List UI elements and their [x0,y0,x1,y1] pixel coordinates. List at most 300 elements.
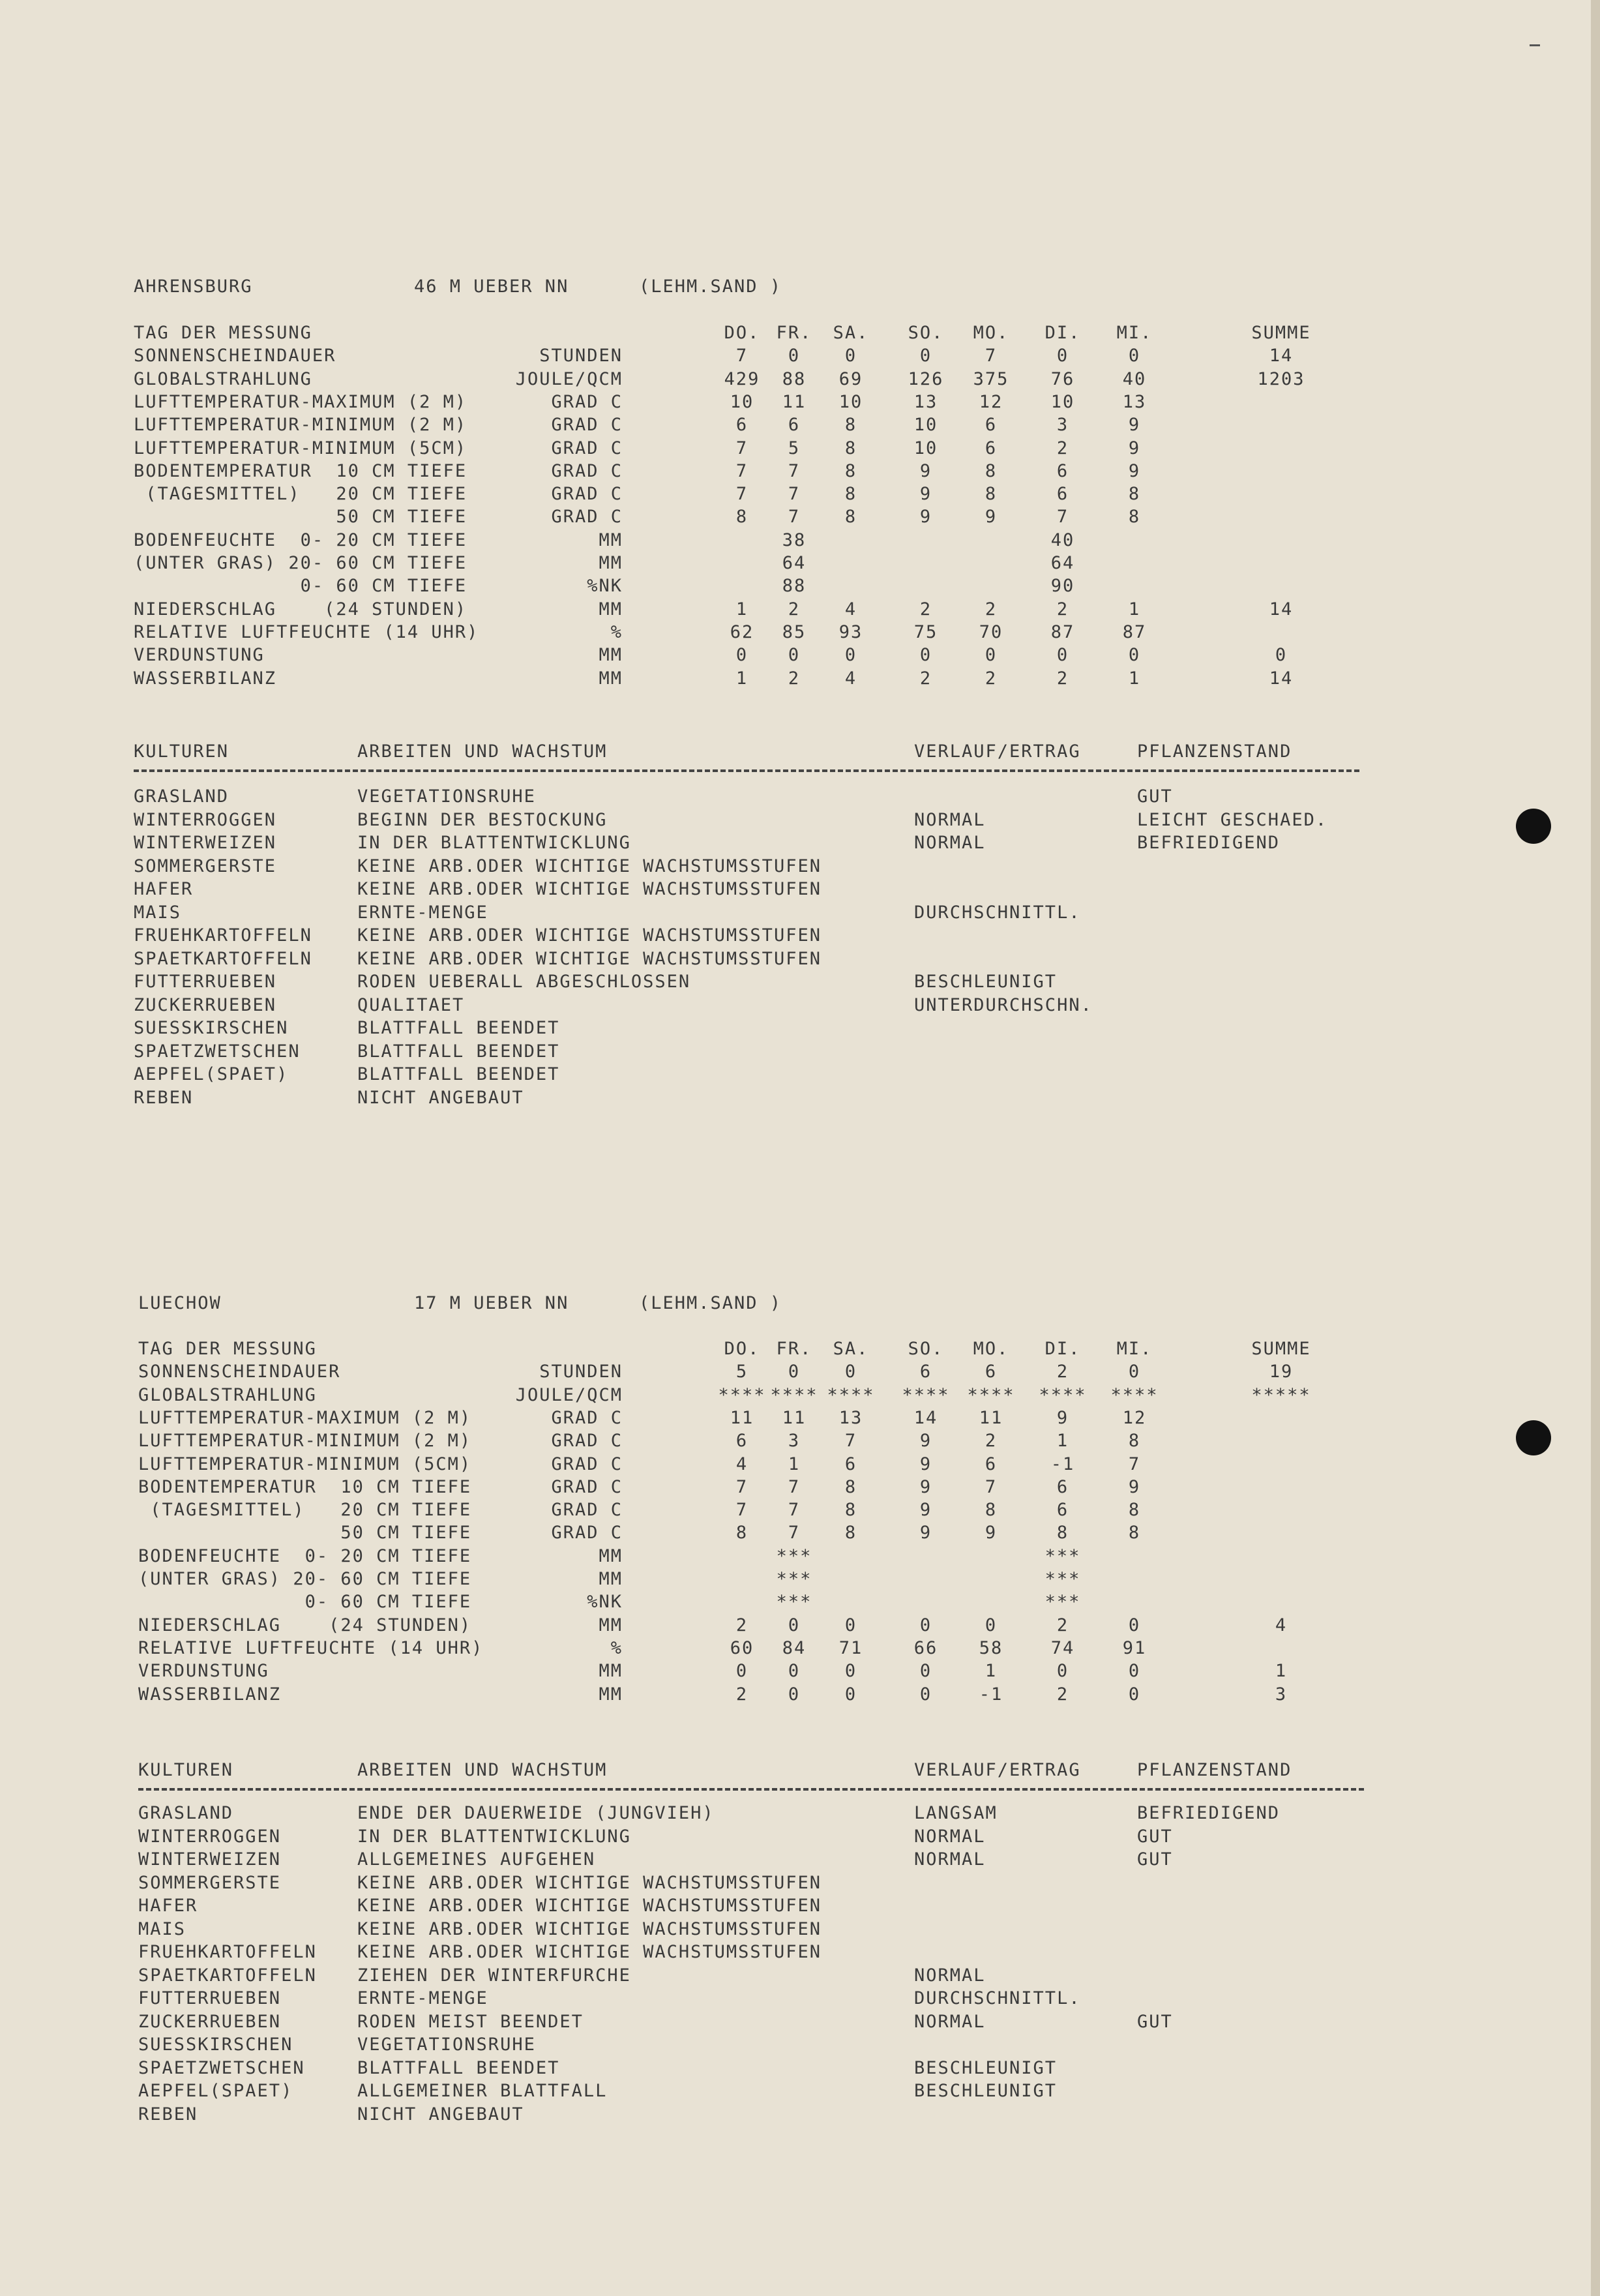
measure-value: 9 [985,1523,998,1543]
measure-value: 8 [844,1476,857,1497]
measure-value: 71 [838,1637,863,1658]
measure-value: 40 [1050,529,1075,550]
day-header-6: DI. [1044,323,1081,343]
measure-label: LUFTTEMPERATUR-MAXIMUM (2 M) [138,1407,472,1428]
crops-header-crop: KULTUREN [134,741,230,762]
measure-value: 4 [844,599,857,619]
measure-value: 75 [913,621,938,642]
measure-label: RELATIVE LUFTFEUCHTE (14 UHR) [134,621,479,642]
crop-name: HAFER [138,1896,198,1916]
crop-work: ALLGEMEINES AUFGEHEN [357,1849,596,1870]
measure-unit: JOULE/QCM [515,1384,623,1405]
measure-value: 9 [1128,438,1141,458]
crop-name: WINTERWEIZEN [138,1849,282,1870]
measure-value: 9 [919,1431,932,1452]
measure-value: 2 [735,1615,748,1635]
measure-value: 1 [788,1454,801,1474]
measure-sum: 14 [1269,668,1294,689]
measure-value: 87 [1050,621,1075,642]
measure-value: 7 [788,1500,801,1521]
crop-work: IN DER BLATTENTWICKLUNG [357,1826,631,1847]
crop-stand: GUT [1137,1826,1173,1847]
crop-name: SOMMERGERSTE [134,856,277,876]
measure-sum: 19 [1269,1362,1294,1382]
measure-value: 0 [788,1615,801,1635]
crop-work: QUALITAET [357,994,465,1015]
crop-stand: LEICHT GESCHAED. [1137,809,1328,830]
crop-course: NORMAL [914,1965,986,1986]
crops-header-rule [138,1788,1364,1791]
measure-unit: %NK [587,576,623,597]
punch-hole-bottom [1516,1420,1551,1455]
measure-unit: MM [599,1661,623,1682]
measure-value: 8 [985,1500,998,1521]
day-header-5: MO. [973,1339,1009,1359]
crop-stand: GUT [1137,786,1173,807]
measure-value: 64 [1050,553,1075,573]
measure-value: 2 [735,1684,748,1705]
measure-value: 9 [1128,460,1141,481]
measure-value: 13 [838,1407,863,1428]
measure-value: 0 [844,1684,857,1705]
measure-value: 7 [735,1500,748,1521]
crop-name: WINTERROGGEN [138,1826,282,1847]
measure-value: 2 [1056,668,1069,689]
crop-work: KEINE ARB.ODER WICHTIGE WACHSTUMSSTUFEN [357,1942,822,1962]
measure-value: 7 [1056,507,1069,528]
measure-sum: 14 [1269,346,1294,366]
measure-value: **** [1039,1384,1087,1405]
sum-header: SUMME [1251,1339,1311,1359]
measure-unit: % [610,1637,623,1658]
measure-value: 9 [1056,1407,1069,1428]
crop-name: MAIS [134,902,182,923]
crop-work: RODEN UEBERALL ABGESCHLOSSEN [357,972,691,992]
day-header-4: SO. [908,323,944,343]
measure-value: 38 [782,529,807,550]
measure-value: 8 [1056,1523,1069,1543]
measure-value: -1 [1050,1454,1075,1474]
measure-value: 91 [1122,1637,1147,1658]
measure-unit: GRAD C [551,1407,623,1428]
crop-course: NORMAL [914,809,986,830]
measure-value: 0 [844,1661,857,1682]
day-header-1: DO. [724,323,760,343]
measure-value: 4 [844,668,857,689]
measure-value: 9 [919,484,932,505]
measure-value: **** [1110,1384,1159,1405]
measure-label: LUFTTEMPERATUR-MAXIMUM (2 M) [134,391,467,412]
crop-work: BLATTFALL BEENDET [357,1018,560,1038]
measure-value: 10 [730,391,754,412]
measure-value: 6 [1056,484,1069,505]
measure-value: 1 [1056,1431,1069,1452]
measure-unit: GRAD C [551,1500,623,1521]
crop-name: SPAETZWETSCHEN [134,1041,301,1062]
measure-value: 6 [985,1454,998,1474]
measure-unit: GRAD C [551,484,623,505]
measure-value: 0 [1056,346,1069,366]
measure-value: 11 [730,1407,754,1428]
measure-value: *** [776,1569,812,1589]
day-header-4: SO. [908,1339,944,1359]
measure-unit: MM [599,645,623,666]
measure-label: WASSERBILANZ [134,668,277,689]
measure-value: 6 [735,1431,748,1452]
crop-name: SUESSKIRSCHEN [134,1018,289,1038]
measure-sum: 14 [1269,599,1294,619]
measure-value: 6 [985,415,998,436]
measure-value: *** [776,1545,812,1566]
crop-stand: BEFRIEDIGEND [1137,833,1281,853]
measure-label: LUFTTEMPERATUR-MINIMUM (2 M) [138,1431,472,1452]
measure-value: 7 [985,346,998,366]
station-soil: (LEHM.SAND ) [639,276,782,297]
measure-unit: MM [599,1569,623,1589]
crop-course: BESCHLEUNIGT [914,2057,1058,2078]
day-header-5: MO. [973,323,1009,343]
measure-unit: MM [599,1684,623,1705]
measure-value: 6 [1056,460,1069,481]
crop-stand: GUT [1137,1849,1173,1870]
measure-value: 62 [730,621,754,642]
crop-work: BLATTFALL BEENDET [357,1064,560,1084]
measure-value: 9 [919,1476,932,1497]
measure-value: 0 [735,1661,748,1682]
crops-header-course: VERLAUF/ERTRAG [914,741,1081,762]
measure-value: 9 [919,1500,932,1521]
crops-header-stand: PFLANZENSTAND [1137,741,1292,762]
measure-value: 11 [979,1407,1003,1428]
measure-value: 7 [1128,1454,1141,1474]
measure-value: 8 [1128,507,1141,528]
day-header-7: MI. [1116,1339,1153,1359]
measure-value: 0 [985,645,998,666]
day-header-6: DI. [1044,1339,1081,1359]
measure-value: 0 [844,645,857,666]
measure-value: 8 [735,1523,748,1543]
measure-value: 8 [844,507,857,528]
measure-value: 14 [913,1407,938,1428]
measure-value: 9 [919,460,932,481]
measure-value: 0 [919,1661,932,1682]
measure-value: 70 [979,621,1003,642]
measure-label: (UNTER GRAS) 20- 60 CM TIEFE [134,553,467,573]
measure-value: 93 [838,621,863,642]
measure-label: BODENFEUCHTE 0- 20 CM TIEFE [134,529,467,550]
measure-value: 11 [782,1407,807,1428]
crop-name: ZUCKERRUEBEN [134,994,277,1015]
measure-value: 7 [735,346,748,366]
measure-value: **** [718,1384,766,1405]
station-name: AHRENSBURG [134,276,253,297]
measure-sum: 3 [1275,1684,1288,1705]
crop-name: WINTERWEIZEN [134,833,277,853]
measure-value: 12 [1122,1407,1147,1428]
measure-unit: MM [599,1545,623,1566]
measure-value: 126 [908,368,944,389]
measure-value: 2 [919,599,932,619]
measure-label: BODENTEMPERATUR 10 CM TIEFE [134,460,467,481]
measure-value: 0 [1128,346,1141,366]
measure-value: 6 [985,1362,998,1382]
measure-unit: JOULE/QCM [515,368,623,389]
measure-value: 0 [788,1661,801,1682]
measure-value: *** [1044,1592,1081,1613]
measure-unit: %NK [587,1592,623,1613]
measure-value: 8 [844,1500,857,1521]
day-header-1: DO. [724,1339,760,1359]
crop-work: NICHT ANGEBAUT [357,2104,524,2125]
crop-stand: BEFRIEDIGEND [1137,1803,1281,1823]
crops-header-course: VERLAUF/ERTRAG [914,1760,1081,1780]
corner-mark [1530,44,1540,46]
measure-unit: MM [599,1615,623,1635]
measure-value: 0 [788,645,801,666]
measure-value: 2 [1056,1615,1069,1635]
station-altitude: 46 M UEBER NN [414,276,569,297]
measure-value: 40 [1122,368,1147,389]
measure-value: 1 [985,1661,998,1682]
crop-stand: GUT [1137,2011,1173,2032]
crop-name: FRUEHKARTOFFELN [138,1942,317,1962]
crop-name: FUTTERRUEBEN [138,1988,282,2008]
crop-name: WINTERROGGEN [134,809,277,830]
crops-header-work: ARBEITEN UND WACHSTUM [357,741,608,762]
measure-unit: GRAD C [551,391,623,412]
measure-value: 87 [1122,621,1147,642]
crop-name: GRASLAND [138,1803,234,1823]
measure-value: 64 [782,553,807,573]
crop-work: KEINE ARB.ODER WICHTIGE WACHSTUMSSTUFEN [357,1918,822,1939]
measure-unit: STUNDEN [539,1362,623,1382]
crop-work: KEINE ARB.ODER WICHTIGE WACHSTUMSSTUFEN [357,1896,822,1916]
measure-value: 0 [844,1615,857,1635]
crop-work: ENDE DER DAUERWEIDE (JUNGVIEH) [357,1803,715,1823]
measure-label: WASSERBILANZ [138,1684,282,1705]
measure-label: NIEDERSCHLAG (24 STUNDEN) [138,1615,472,1635]
measure-unit: GRAD C [551,1523,623,1543]
measure-value: 0 [1128,645,1141,666]
measure-value: 7 [788,1476,801,1497]
crop-work: BEGINN DER BESTOCKUNG [357,809,608,830]
measure-value: 0 [788,346,801,366]
measure-label: LUFTTEMPERATUR-MINIMUM (5CM) [138,1454,472,1474]
measure-value: 2 [985,1431,998,1452]
measure-label: (TAGESMITTEL) 20 CM TIEFE [134,484,467,505]
measure-value: 88 [782,368,807,389]
measure-value: 58 [979,1637,1003,1658]
crops-header-work: ARBEITEN UND WACHSTUM [357,1760,608,1780]
measure-value: 8 [735,507,748,528]
crop-name: AEPFEL(SPAET) [134,1064,289,1084]
measure-value: 0 [1056,645,1069,666]
measure-label: LUFTTEMPERATUR-MINIMUM (2 M) [134,415,467,436]
measure-value: 10 [913,438,938,458]
crop-name: SPAETKARTOFFELN [134,948,312,969]
measure-value: **** [827,1384,875,1405]
measure-value: 10 [1050,391,1075,412]
measure-value: 8 [1128,484,1141,505]
measure-value: 2 [788,668,801,689]
measure-value: 8 [844,1523,857,1543]
measure-value: 8 [985,460,998,481]
crop-work: KEINE ARB.ODER WICHTIGE WACHSTUMSSTUFEN [357,879,822,899]
crop-course: NORMAL [914,2011,986,2032]
crop-name: SOMMERGERSTE [138,1872,282,1893]
measure-unit: GRAD C [551,1454,623,1474]
crop-work: KEINE ARB.ODER WICHTIGE WACHSTUMSSTUFEN [357,1872,822,1893]
measure-value: 6 [788,415,801,436]
crop-work: VEGETATIONSRUHE [357,2035,536,2055]
measure-label: 0- 60 CM TIEFE [134,576,467,597]
measure-value: 85 [782,621,807,642]
crop-name: HAFER [134,879,194,899]
measure-sum: 4 [1275,1615,1288,1635]
measure-label: VERDUNSTUNG [138,1661,269,1682]
measure-value: 84 [782,1637,807,1658]
measure-value: 90 [1050,576,1075,597]
measure-unit: GRAD C [551,438,623,458]
crop-work: NICHT ANGEBAUT [357,1087,524,1108]
measure-value: 66 [913,1637,938,1658]
measure-value: 10 [913,415,938,436]
measure-label: BODENTEMPERATUR 10 CM TIEFE [138,1476,472,1497]
measure-sum: 1203 [1257,368,1305,389]
station-soil: (LEHM.SAND ) [639,1293,782,1313]
measure-value: 7 [735,460,748,481]
table-corner-label: TAG DER MESSUNG [138,1339,317,1359]
measure-value: *** [776,1592,812,1613]
measure-label: 50 CM TIEFE [134,507,467,528]
measure-value: 7 [735,1476,748,1497]
measure-value: 429 [724,368,760,389]
measure-value: 8 [844,415,857,436]
crop-course: LANGSAM [914,1803,998,1823]
measure-label: (TAGESMITTEL) 20 CM TIEFE [138,1500,472,1521]
measure-value: 9 [919,1523,932,1543]
measure-value: 9 [1128,415,1141,436]
crop-work: ZIEHEN DER WINTERFURCHE [357,1965,631,1986]
measure-value: 7 [788,484,801,505]
measure-value: 0 [844,346,857,366]
measure-value: 6 [844,1454,857,1474]
measure-value: 0 [985,1615,998,1635]
crop-work: VEGETATIONSRUHE [357,786,536,807]
crop-work: IN DER BLATTENTWICKLUNG [357,833,631,853]
measure-unit: % [610,621,623,642]
measure-unit: GRAD C [551,507,623,528]
measure-value: 0 [844,1362,857,1382]
day-header-3: SA. [833,323,869,343]
measure-value: 9 [1128,1476,1141,1497]
crop-work: KEINE ARB.ODER WICHTIGE WACHSTUMSSTUFEN [357,925,822,946]
table-corner-label: TAG DER MESSUNG [134,323,312,343]
measure-value: 0 [1128,1362,1141,1382]
measure-value: 7 [735,484,748,505]
measure-label: VERDUNSTUNG [134,645,265,666]
sum-header: SUMME [1251,323,1311,343]
measure-value: 3 [788,1431,801,1452]
measure-unit: GRAD C [551,1431,623,1452]
crop-work: ERNTE-MENGE [357,902,488,923]
measure-value: 76 [1050,368,1075,389]
crop-course: DURCHSCHNITTL. [914,902,1081,923]
measure-value: 88 [782,576,807,597]
crop-work: ALLGEMEINER BLATTFALL [357,2081,608,2101]
measure-value: 0 [919,1684,932,1705]
crop-work: KEINE ARB.ODER WICHTIGE WACHSTUMSSTUFEN [357,948,822,969]
measure-label: (UNTER GRAS) 20- 60 CM TIEFE [138,1569,472,1589]
measure-value: 1 [1128,668,1141,689]
measure-unit: GRAD C [551,460,623,481]
measure-value: 12 [979,391,1003,412]
measure-label: GLOBALSTRAHLUNG [138,1384,317,1405]
measure-value: 2 [985,668,998,689]
measure-value: 0 [735,645,748,666]
measure-value: 6 [735,415,748,436]
measure-unit: STUNDEN [539,346,623,366]
measure-value: 6 [919,1362,932,1382]
measure-value: 7 [788,1523,801,1543]
measure-value: -1 [979,1684,1003,1705]
measure-value: 8 [844,438,857,458]
measure-value: 0 [1128,1615,1141,1635]
measure-value: 8 [985,484,998,505]
measure-value: 4 [735,1454,748,1474]
crop-course: NORMAL [914,1826,986,1847]
day-header-2: FR. [776,1339,812,1359]
measure-value: 2 [788,599,801,619]
crop-work: BLATTFALL BEENDET [357,1041,560,1062]
measure-sum: 1 [1275,1661,1288,1682]
measure-sum: 0 [1275,645,1288,666]
day-header-2: FR. [776,323,812,343]
measure-label: LUFTTEMPERATUR-MINIMUM (5CM) [134,438,467,458]
measure-value: 2 [1056,438,1069,458]
measure-value: 0 [919,346,932,366]
measure-value: 8 [1128,1523,1141,1543]
measure-unit: MM [599,668,623,689]
measure-unit: MM [599,529,623,550]
crop-name: GRASLAND [134,786,230,807]
measure-value: 3 [1056,415,1069,436]
measure-label: 0- 60 CM TIEFE [138,1592,472,1613]
measure-label: NIEDERSCHLAG (24 STUNDEN) [134,599,467,619]
measure-value: 1 [735,599,748,619]
measure-unit: GRAD C [551,1476,623,1497]
crop-name: MAIS [138,1918,186,1939]
crop-course: BESCHLEUNIGT [914,972,1058,992]
measure-value: 7 [985,1476,998,1497]
measure-value: *** [1044,1545,1081,1566]
measure-value: 7 [735,438,748,458]
station-name: LUECHOW [138,1293,222,1313]
measure-value: 8 [1128,1431,1141,1452]
measure-value: 8 [844,460,857,481]
crop-name: AEPFEL(SPAET) [138,2081,293,2101]
measure-value: 0 [1128,1661,1141,1682]
crop-name: FRUEHKARTOFFELN [134,925,312,946]
crop-work: KEINE ARB.ODER WICHTIGE WACHSTUMSSTUFEN [357,856,822,876]
measure-value: 2 [1056,1362,1069,1382]
measure-label: GLOBALSTRAHLUNG [134,368,312,389]
measure-value: 0 [788,1362,801,1382]
measure-value: 1 [1128,599,1141,619]
crop-name: SPAETKARTOFFELN [138,1965,317,1986]
page-edge [1591,0,1600,2296]
measure-value: 0 [788,1684,801,1705]
